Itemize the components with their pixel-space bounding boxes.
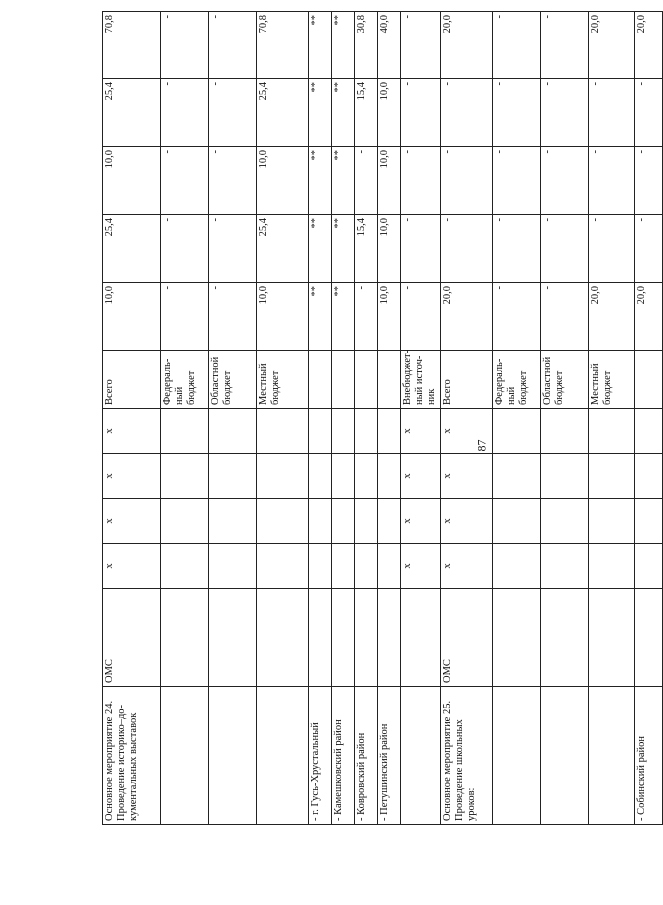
value-cell: - bbox=[541, 12, 589, 79]
value-cell: ** bbox=[309, 12, 332, 79]
x-cell bbox=[355, 544, 378, 589]
table-row bbox=[378, 12, 401, 825]
value-cell: - bbox=[401, 215, 441, 283]
value-cell: - bbox=[161, 147, 209, 215]
value-cell: - bbox=[401, 79, 441, 147]
event-cell: - Камешковский район bbox=[332, 687, 355, 825]
x-cell: х bbox=[103, 409, 161, 454]
value-cell: 10,0 bbox=[378, 79, 401, 147]
executor-cell bbox=[309, 589, 332, 687]
x-cell bbox=[378, 409, 401, 454]
value-cell: 25,4 bbox=[103, 215, 161, 283]
funding-source-cell: Внебюджет-ный источ-ник bbox=[401, 351, 441, 409]
value-cell: - bbox=[541, 79, 589, 147]
x-cell bbox=[589, 499, 635, 544]
x-cell bbox=[493, 544, 541, 589]
x-cell bbox=[309, 454, 332, 499]
value-cell: - bbox=[635, 79, 663, 147]
x-cell: х bbox=[401, 409, 441, 454]
value-cell: ** bbox=[309, 283, 332, 351]
funding-source-cell bbox=[332, 351, 355, 409]
table-row bbox=[401, 12, 441, 825]
value-cell: - bbox=[589, 215, 635, 283]
event-cell bbox=[401, 687, 441, 825]
x-cell bbox=[332, 454, 355, 499]
x-cell bbox=[161, 409, 209, 454]
value-cell: - bbox=[209, 283, 257, 351]
x-cell bbox=[493, 454, 541, 499]
value-cell: 20,0 bbox=[635, 12, 663, 79]
value-cell: 70,8 bbox=[257, 12, 309, 79]
value-cell: - bbox=[541, 283, 589, 351]
funding-source-cell bbox=[378, 351, 401, 409]
x-cell bbox=[635, 409, 663, 454]
table-row bbox=[541, 12, 589, 825]
x-cell bbox=[635, 544, 663, 589]
x-cell bbox=[378, 544, 401, 589]
x-cell bbox=[257, 454, 309, 499]
event-cell: - г. Гусь-Хрустальный bbox=[309, 687, 332, 825]
x-cell: х bbox=[401, 544, 441, 589]
value-cell: ** bbox=[332, 147, 355, 215]
value-cell: 25,4 bbox=[103, 79, 161, 147]
executor-cell bbox=[635, 589, 663, 687]
value-cell: 10,0 bbox=[103, 147, 161, 215]
value-cell: ** bbox=[309, 79, 332, 147]
x-cell bbox=[541, 454, 589, 499]
funding-source-cell: Федераль-ный бюджет bbox=[493, 351, 541, 409]
x-cell bbox=[309, 499, 332, 544]
value-cell: 70,8 bbox=[103, 12, 161, 79]
funding-source-cell: Федераль-ный бюджет bbox=[161, 351, 209, 409]
table-row bbox=[332, 12, 355, 825]
executor-cell bbox=[378, 589, 401, 687]
value-cell: - bbox=[401, 12, 441, 79]
x-cell bbox=[209, 409, 257, 454]
x-cell bbox=[589, 544, 635, 589]
value-cell: - bbox=[401, 147, 441, 215]
value-cell: - bbox=[589, 147, 635, 215]
funding-source-cell bbox=[309, 351, 332, 409]
value-cell: ** bbox=[309, 215, 332, 283]
event-cell: Основное мероприятие 25. Проведение школьных уроков: bbox=[441, 687, 493, 825]
table-row bbox=[493, 12, 541, 825]
value-cell: ** bbox=[332, 283, 355, 351]
x-cell bbox=[257, 409, 309, 454]
x-cell bbox=[635, 499, 663, 544]
executor-cell bbox=[589, 589, 635, 687]
x-cell: х bbox=[103, 499, 161, 544]
value-cell: - bbox=[161, 79, 209, 147]
value-cell: - bbox=[541, 147, 589, 215]
table-row bbox=[355, 12, 378, 825]
value-cell: - bbox=[355, 283, 378, 351]
value-cell: - bbox=[493, 283, 541, 351]
value-cell: 20,0 bbox=[635, 283, 663, 351]
funding-source-cell: Местный бюджет bbox=[589, 351, 635, 409]
event-cell bbox=[493, 687, 541, 825]
funding-source-cell: Областной бюджет bbox=[541, 351, 589, 409]
value-cell: 10,0 bbox=[103, 283, 161, 351]
x-cell bbox=[589, 409, 635, 454]
x-cell bbox=[332, 544, 355, 589]
budget-table-rotated bbox=[102, 12, 647, 825]
executor-cell bbox=[541, 589, 589, 687]
event-cell: Основное мероприятие 24. Проведение историко–до-кументальных выставок bbox=[103, 687, 161, 825]
value-cell: - bbox=[635, 215, 663, 283]
executor-cell bbox=[493, 589, 541, 687]
x-cell bbox=[209, 499, 257, 544]
value-cell: ** bbox=[332, 79, 355, 147]
x-cell bbox=[209, 544, 257, 589]
x-cell bbox=[541, 499, 589, 544]
x-cell: х bbox=[401, 454, 441, 499]
x-cell bbox=[493, 499, 541, 544]
value-cell: - bbox=[493, 12, 541, 79]
event-cell bbox=[209, 687, 257, 825]
x-cell bbox=[161, 499, 209, 544]
executor-cell bbox=[161, 589, 209, 687]
x-cell bbox=[257, 499, 309, 544]
x-cell: х bbox=[441, 454, 493, 499]
x-cell: х bbox=[103, 544, 161, 589]
x-cell bbox=[541, 409, 589, 454]
event-cell bbox=[541, 687, 589, 825]
value-cell: - bbox=[161, 12, 209, 79]
value-cell: - bbox=[161, 215, 209, 283]
value-cell: - bbox=[589, 79, 635, 147]
table-row bbox=[161, 12, 209, 825]
page-number: 87 bbox=[474, 439, 489, 452]
value-cell: - bbox=[209, 147, 257, 215]
x-cell bbox=[161, 454, 209, 499]
value-cell: - bbox=[541, 215, 589, 283]
x-cell bbox=[209, 454, 257, 499]
x-cell bbox=[332, 499, 355, 544]
table-row bbox=[103, 12, 161, 825]
value-cell: ** bbox=[332, 215, 355, 283]
value-cell: - bbox=[493, 147, 541, 215]
x-cell: х bbox=[441, 409, 493, 454]
value-cell: - bbox=[441, 215, 493, 283]
value-cell: - bbox=[493, 215, 541, 283]
value-cell: 10,0 bbox=[378, 283, 401, 351]
value-cell: 15,4 bbox=[355, 215, 378, 283]
table-row bbox=[257, 12, 309, 825]
value-cell: 10,0 bbox=[257, 147, 309, 215]
x-cell bbox=[355, 454, 378, 499]
x-cell bbox=[161, 544, 209, 589]
value-cell: - bbox=[209, 215, 257, 283]
x-cell bbox=[378, 499, 401, 544]
funding-source-cell bbox=[355, 351, 378, 409]
table-row bbox=[209, 12, 257, 825]
budget-table bbox=[102, 11, 663, 825]
event-cell bbox=[161, 687, 209, 825]
funding-source-cell: Всего bbox=[103, 351, 161, 409]
value-cell: - bbox=[209, 12, 257, 79]
value-cell: - bbox=[441, 147, 493, 215]
event-cell: - Ковровский район bbox=[355, 687, 378, 825]
x-cell: х bbox=[441, 499, 493, 544]
x-cell bbox=[355, 409, 378, 454]
funding-source-cell: Областной бюджет bbox=[209, 351, 257, 409]
value-cell: - bbox=[209, 79, 257, 147]
value-cell: 20,0 bbox=[589, 12, 635, 79]
x-cell bbox=[355, 499, 378, 544]
value-cell: ** bbox=[332, 12, 355, 79]
x-cell bbox=[309, 544, 332, 589]
value-cell: 40,0 bbox=[378, 12, 401, 79]
x-cell bbox=[332, 409, 355, 454]
x-cell: х bbox=[441, 544, 493, 589]
value-cell: 20,0 bbox=[441, 283, 493, 351]
event-cell bbox=[257, 687, 309, 825]
table-row bbox=[441, 12, 493, 825]
value-cell: 25,4 bbox=[257, 215, 309, 283]
funding-source-cell: Местный бюджет bbox=[257, 351, 309, 409]
x-cell bbox=[635, 454, 663, 499]
executor-cell bbox=[355, 589, 378, 687]
executor-cell bbox=[209, 589, 257, 687]
value-cell: 15,4 bbox=[355, 79, 378, 147]
value-cell: - bbox=[161, 283, 209, 351]
value-cell: - bbox=[493, 79, 541, 147]
value-cell: - bbox=[635, 147, 663, 215]
x-cell bbox=[589, 454, 635, 499]
executor-cell bbox=[401, 589, 441, 687]
x-cell bbox=[309, 409, 332, 454]
funding-source-cell bbox=[635, 351, 663, 409]
funding-source-cell: Всего bbox=[441, 351, 493, 409]
x-cell: х bbox=[103, 454, 161, 499]
value-cell: - bbox=[441, 79, 493, 147]
value-cell: ** bbox=[309, 147, 332, 215]
x-cell bbox=[541, 544, 589, 589]
value-cell: 20,0 bbox=[589, 283, 635, 351]
value-cell: 20,0 bbox=[441, 12, 493, 79]
value-cell: 10,0 bbox=[378, 215, 401, 283]
event-cell bbox=[589, 687, 635, 825]
value-cell: - bbox=[355, 147, 378, 215]
event-cell: - Собинский район bbox=[635, 687, 663, 825]
value-cell: 30,8 bbox=[355, 12, 378, 79]
event-cell: - Петушинский район bbox=[378, 687, 401, 825]
x-cell bbox=[257, 544, 309, 589]
x-cell bbox=[493, 409, 541, 454]
value-cell: 10,0 bbox=[257, 283, 309, 351]
executor-cell bbox=[332, 589, 355, 687]
x-cell bbox=[378, 454, 401, 499]
x-cell: х bbox=[401, 499, 441, 544]
executor-cell: ОМС bbox=[103, 589, 161, 687]
value-cell: 10,0 bbox=[378, 147, 401, 215]
table-row bbox=[589, 12, 635, 825]
executor-cell bbox=[257, 589, 309, 687]
value-cell: - bbox=[401, 283, 441, 351]
table-row bbox=[309, 12, 332, 825]
table-row bbox=[635, 12, 663, 825]
value-cell: 25,4 bbox=[257, 79, 309, 147]
executor-cell: ОМС bbox=[441, 589, 493, 687]
